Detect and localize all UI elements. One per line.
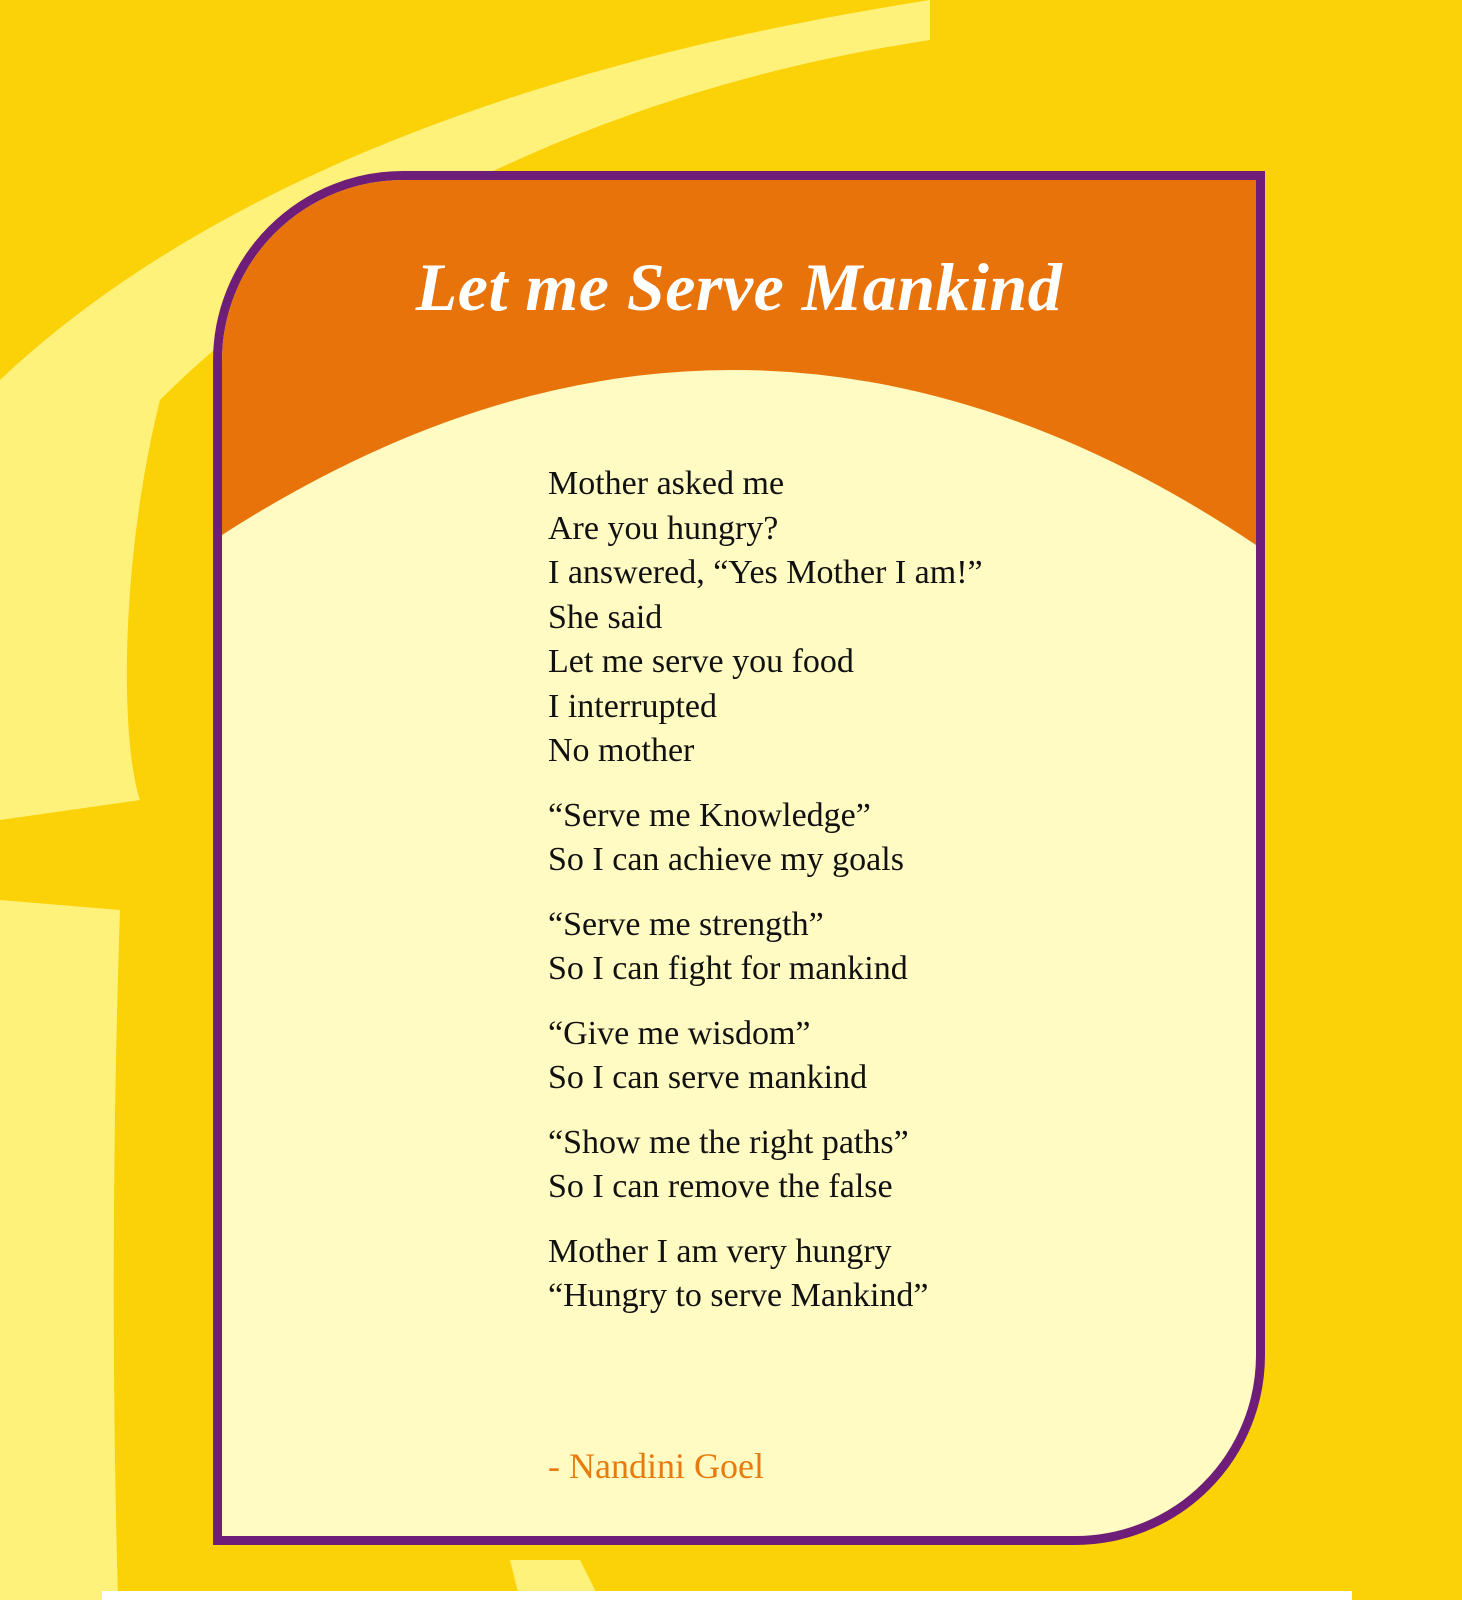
poem-line: “Show me the right paths” (548, 1123, 909, 1161)
poem-line: So I can remove the false (548, 1168, 893, 1205)
bottom-divider (102, 1591, 1352, 1600)
poem-card (213, 171, 1265, 1545)
poem-line: Mother I am very hungry (548, 1232, 892, 1270)
poem-line: So I can achieve my goals (548, 841, 904, 878)
poem-line: Are you hungry? (548, 509, 779, 547)
poem-line: I interrupted (548, 687, 717, 725)
poem-line: No mother (548, 732, 695, 769)
poem-title: Let me Serve Mankind (415, 249, 1063, 325)
stanza (548, 462, 1188, 774)
poem-line: “Serve me Knowledge” (548, 796, 871, 834)
poem-line: “Serve me strength” (548, 905, 824, 943)
poem-line: Let me serve you food (548, 643, 854, 680)
poem-author: - Nandini Goel (548, 1446, 764, 1486)
poem-line: “Hungry to serve Mankind” (548, 1277, 929, 1314)
stanza (548, 1012, 1188, 1101)
poem-body (548, 462, 1188, 1339)
poem-line: “Give me wisdom” (548, 1014, 811, 1052)
stanza (548, 1230, 1188, 1319)
poem-line: So I can fight for mankind (548, 950, 908, 987)
poem-line: So I can serve mankind (548, 1059, 868, 1096)
poem-line: I answered, “Yes Mother I am!” (548, 554, 983, 591)
swoosh-shape-lower (0, 900, 120, 1600)
stanza (548, 794, 1188, 883)
poem-line: She said (548, 598, 663, 636)
stanza (548, 903, 1188, 992)
stanza (548, 1121, 1188, 1210)
poem-line: Mother asked me (548, 465, 785, 502)
